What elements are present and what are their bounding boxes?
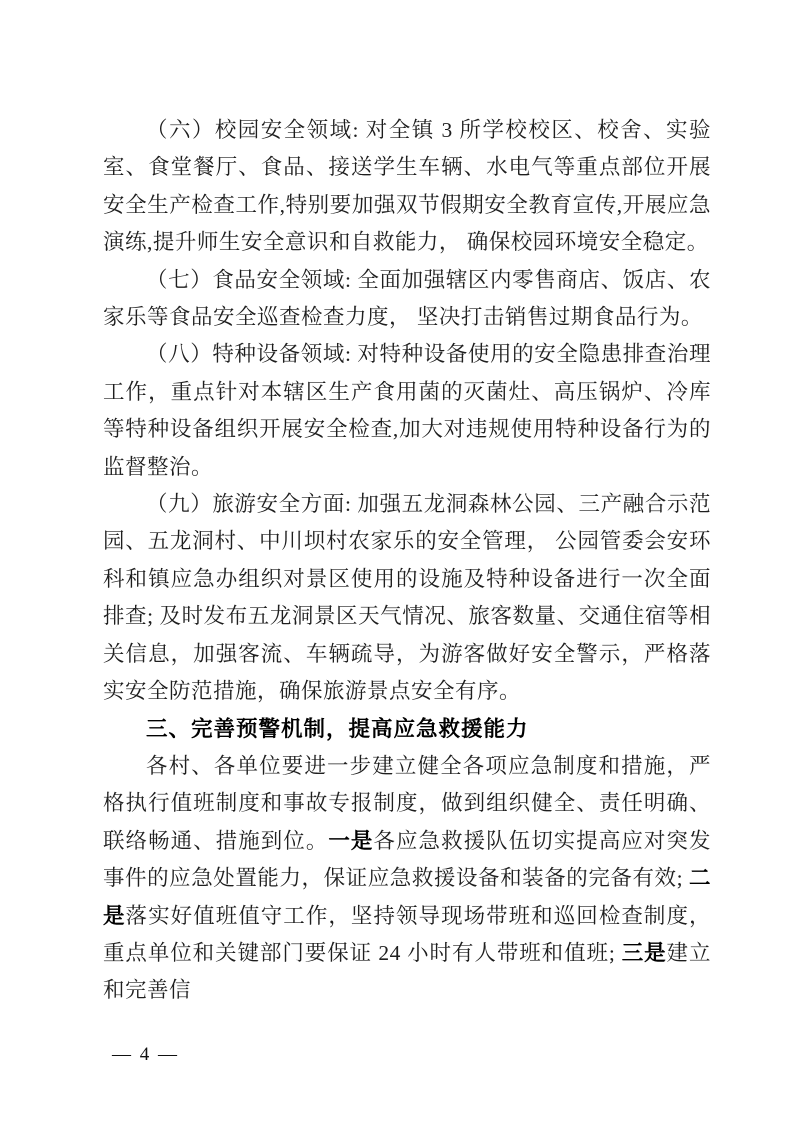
text-segment: （九）旅游安全方面: 加强五龙洞森林公园、三产融合示范园、五龙洞村、中川坝村农家乐的安全管理， 公园管委会安环科和镇应急办组织对景区使用的设施及特种设备进行一次全面排查; 及时发布五龙洞景区天气情况、旅客数量、交通住宿等相关信息，加强客流、车辆疏导，为游客做好安全警示，严格落实安全防范措施，确保旅游景点安全有序。: [103, 492, 711, 704]
text-segment: 落实好值班值守工作，坚持领导现场带班和巡回检查制度，重点单位和关键部门要保证 24 小时有人带班和值班;: [103, 903, 711, 965]
paragraph: [103, 262, 711, 337]
text-segment: （八）特种设备领域: 对特种设备使用的安全隐患排查治理工作，重点针对本辖区生产食用菌的灭菌灶、高压锅炉、冷库等特种设备组织开展安全检查,加大对违规使用特种设备行为的监督整治。: [103, 342, 711, 479]
paragraph: [103, 336, 711, 486]
document-content: [103, 112, 711, 1010]
emphasis-text: 三是: [621, 940, 667, 965]
paragraph: [103, 748, 711, 1010]
text-segment: （六）校园安全领域: 对全镇 3 所学校校区、校舍、实验室、食堂餐厅、食品、接送学生车辆、水电气等重点部位开展安全生产检查工作,特别要加强双节假期安全教育宣传,开展应急演练,提升师生安全意识和自救能力， 确保校园环境安全稳定。: [103, 118, 711, 255]
text-segment: 各村、各单位要进一步建立健全各项应急制度和措施，严格执行值班制度和事故专报制度，做到组织健全、责任明确、联络畅通、措施到位。: [103, 753, 711, 853]
emphasis-text: 三、完善预警机制，提高应急救援能力: [146, 716, 529, 741]
emphasis-text: 一是: [328, 828, 374, 853]
emphasis-text: 二是: [103, 866, 711, 928]
text-segment: 建立和完善信: [103, 940, 711, 1003]
section-heading: [103, 711, 711, 748]
paragraph: [103, 486, 711, 710]
paragraph: [103, 112, 711, 262]
page-number: — 4 —: [112, 1044, 179, 1065]
text-segment: （七）食品安全领域: 全面加强辖区内零售商店、饭店、农家乐等食品安全巡查检查力度， 坚决打击销售过期食品行为。: [103, 267, 711, 330]
text-segment: 各应急救援队伍切实提高应对突发事件的应急处置能力，保证应急救援设备和装备的完备有效;: [103, 828, 711, 891]
